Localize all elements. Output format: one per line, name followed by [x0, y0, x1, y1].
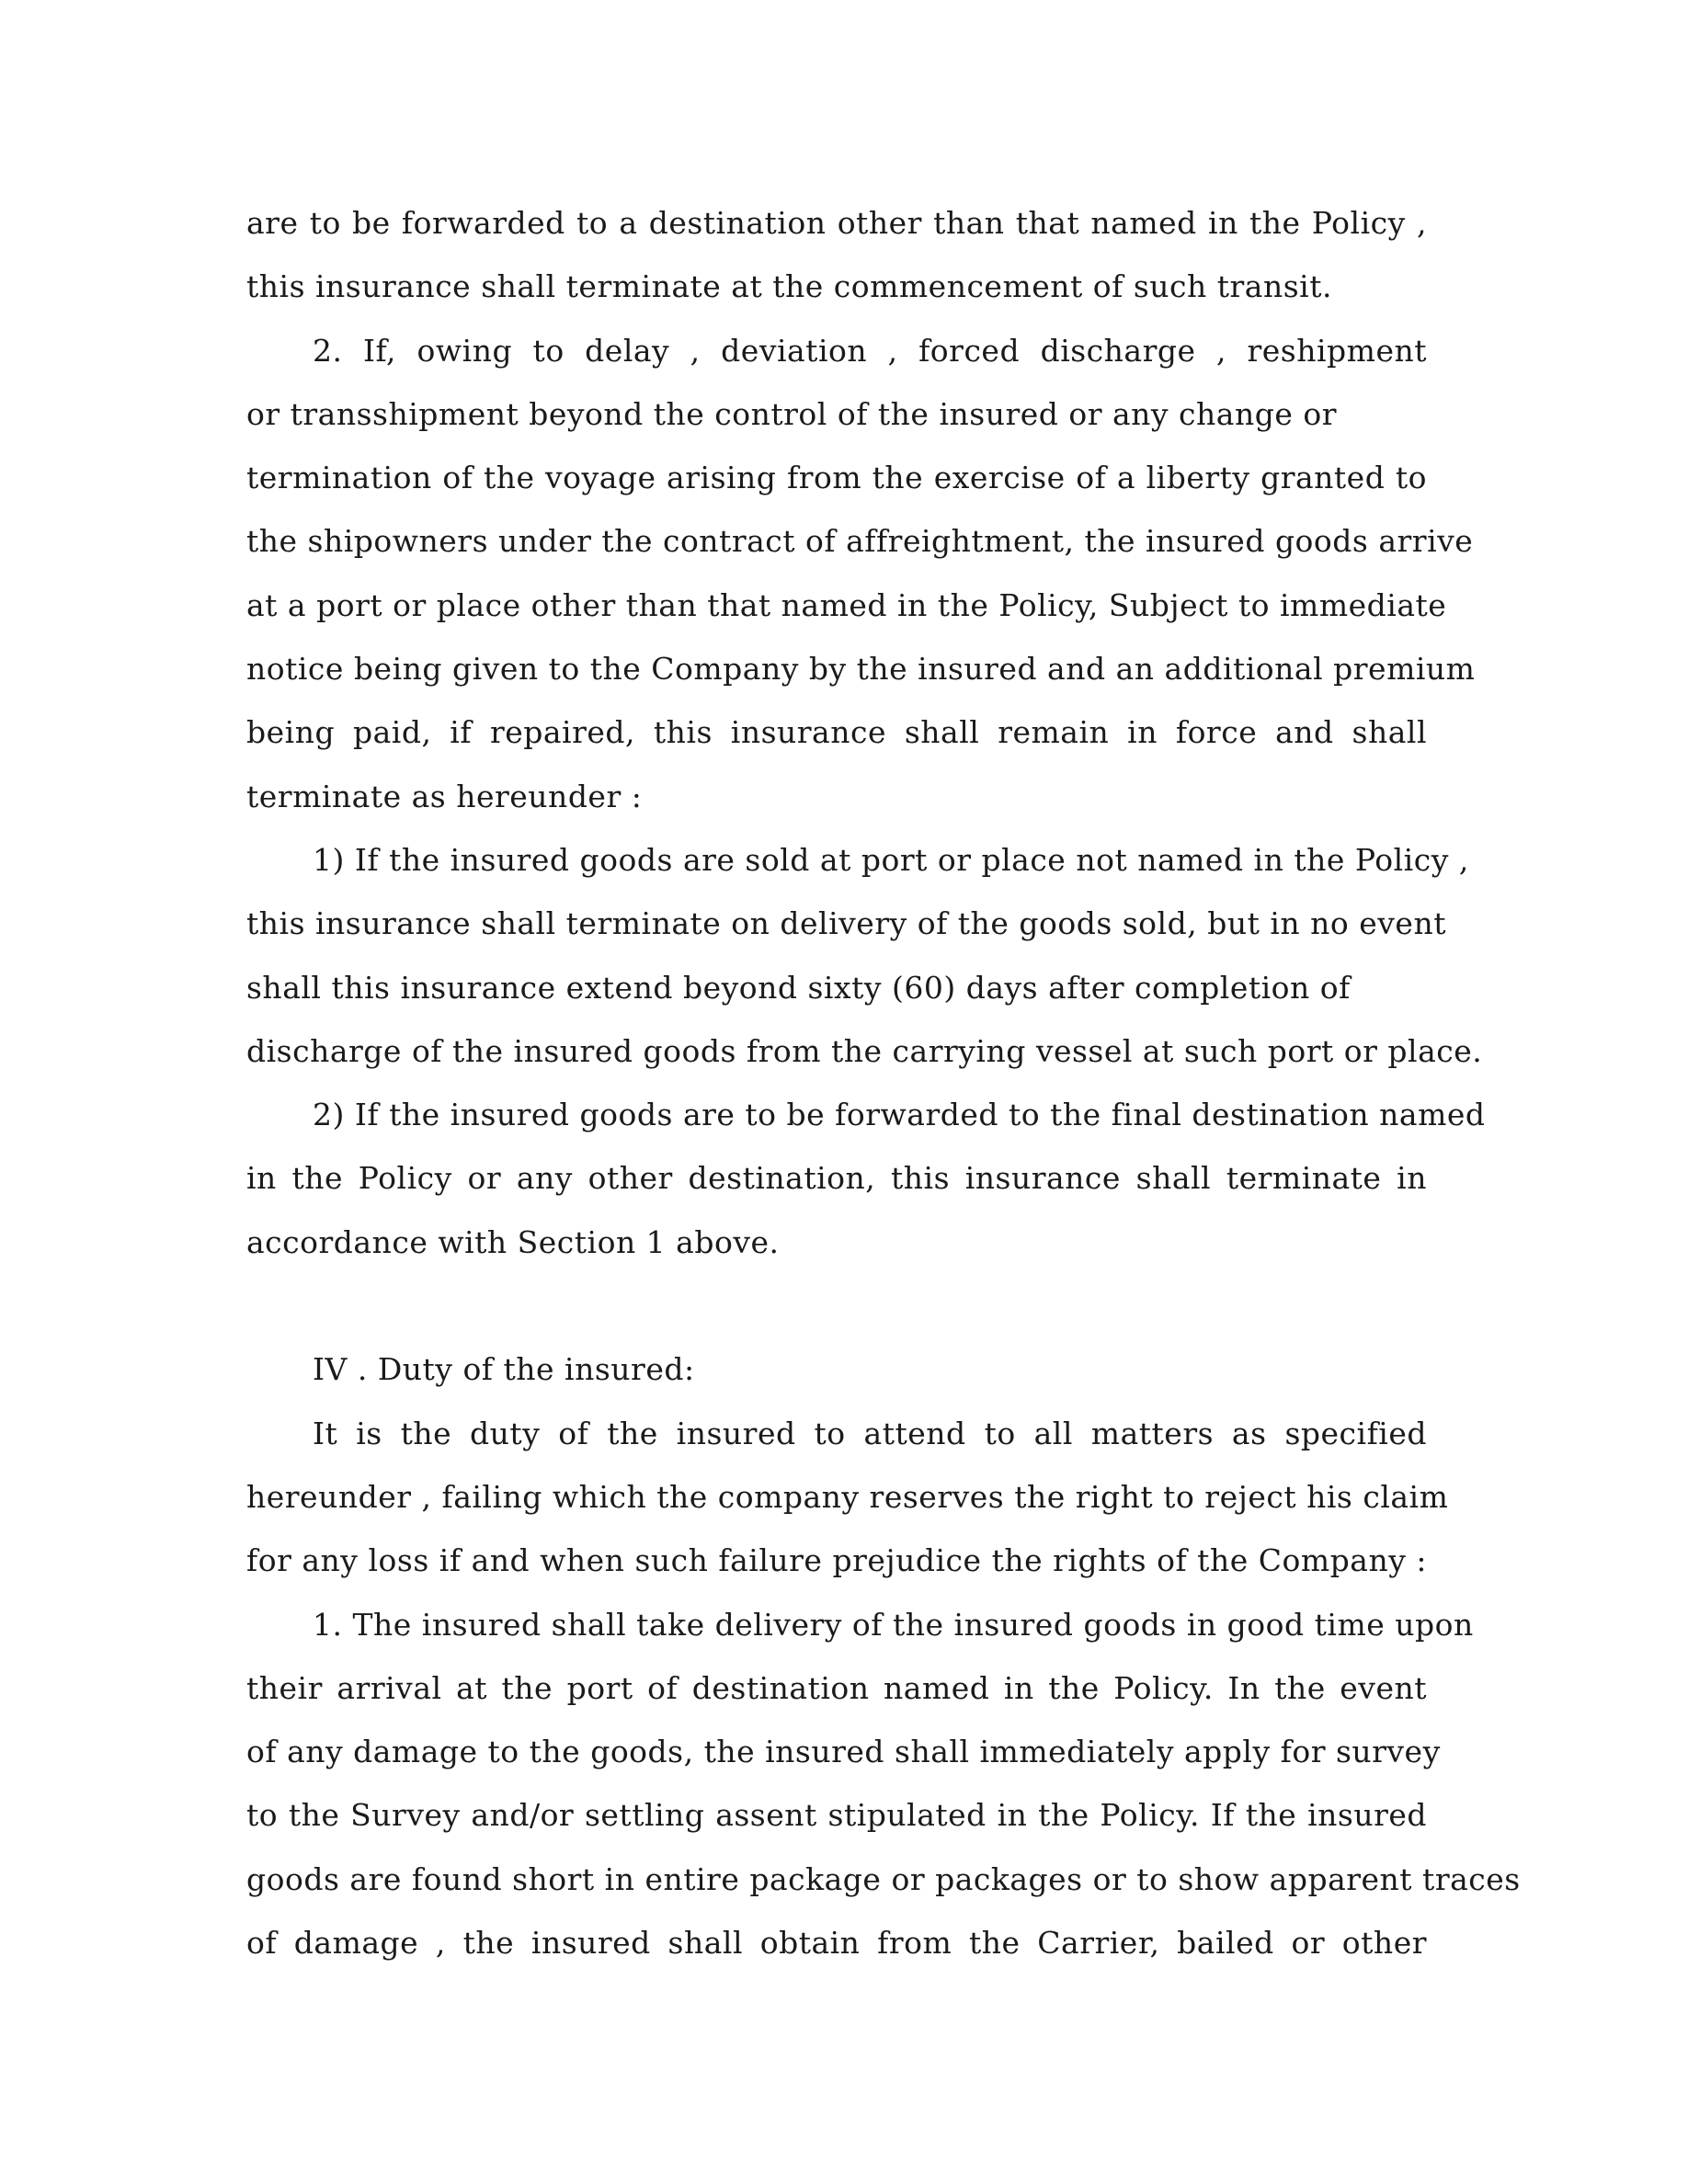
text-line: or transshipment beyond the control of the insured or any change or [246, 395, 1338, 432]
text-line: to the Survey and/or settling assent stipulated in the Policy. If the insured [246, 1797, 1427, 1834]
text-line: for any loss if and when such failure prejudice the rights of the Company : [246, 1542, 1427, 1579]
text-line: are to be forwarded to a destination other than that named in the Policy , [246, 205, 1427, 241]
text-line: It is the duty of the insured to attend to all matters as specified [313, 1415, 1427, 1451]
text-line: 2. If, owing to delay , deviation , forced discharge , reshipment [313, 332, 1427, 369]
text-line: 2) If the insured goods are to be forwarded to the final destination named [313, 1097, 1486, 1133]
text-line: this insurance shall terminate at the commencement of such transit. [246, 268, 1332, 305]
text-line: discharge of the insured goods from the carrying vessel at such port or place. [246, 1032, 1483, 1069]
section-heading: IV . Duty of the insured: [313, 1351, 695, 1388]
text-line: goods are found short in entire package or packages or to show apparent traces [246, 1860, 1521, 1897]
text-line: this insurance shall terminate on delivery of the goods sold, but in no event [246, 905, 1446, 942]
text-line: accordance with Section 1 above. [246, 1223, 780, 1260]
text-line: shall this insurance extend beyond sixty (60) days after completion of [246, 969, 1351, 1006]
text-line: of damage , the insured shall obtain from the Carrier, bailed or other [246, 1925, 1427, 1962]
text-line: hereunder , failing which the company reserves the right to reject his claim [246, 1478, 1449, 1515]
text-line: the shipowners under the contract of affreightment, the insured goods arrive [246, 523, 1474, 560]
text-line: termination of the voyage arising from the exercise of a liberty granted to [246, 460, 1427, 496]
text-line: of any damage to the goods, the insured shall immediately apply for survey [246, 1734, 1441, 1770]
document-body [246, 191, 1521, 1974]
text-line: being paid, if repaired, this insurance shall remain in force and shall [246, 714, 1427, 751]
text-line: their arrival at the port of destination named in the Policy. In the event [246, 1669, 1427, 1706]
text-line: 1) If the insured goods are sold at port or place not named in the Policy , [313, 841, 1469, 878]
text-line: terminate as hereunder : [246, 778, 643, 814]
text-line: notice being given to the Company by the insured and an additional premium [246, 651, 1476, 688]
text-line: in the Policy or any other destination, this insurance shall terminate in [246, 1160, 1427, 1197]
text-line: 1. The insured shall take delivery of the insured goods in good time upon [313, 1606, 1474, 1643]
text-line: at a port or place other than that named in the Policy, Subject to immediate [246, 586, 1447, 623]
blank-line [246, 1274, 1427, 1337]
